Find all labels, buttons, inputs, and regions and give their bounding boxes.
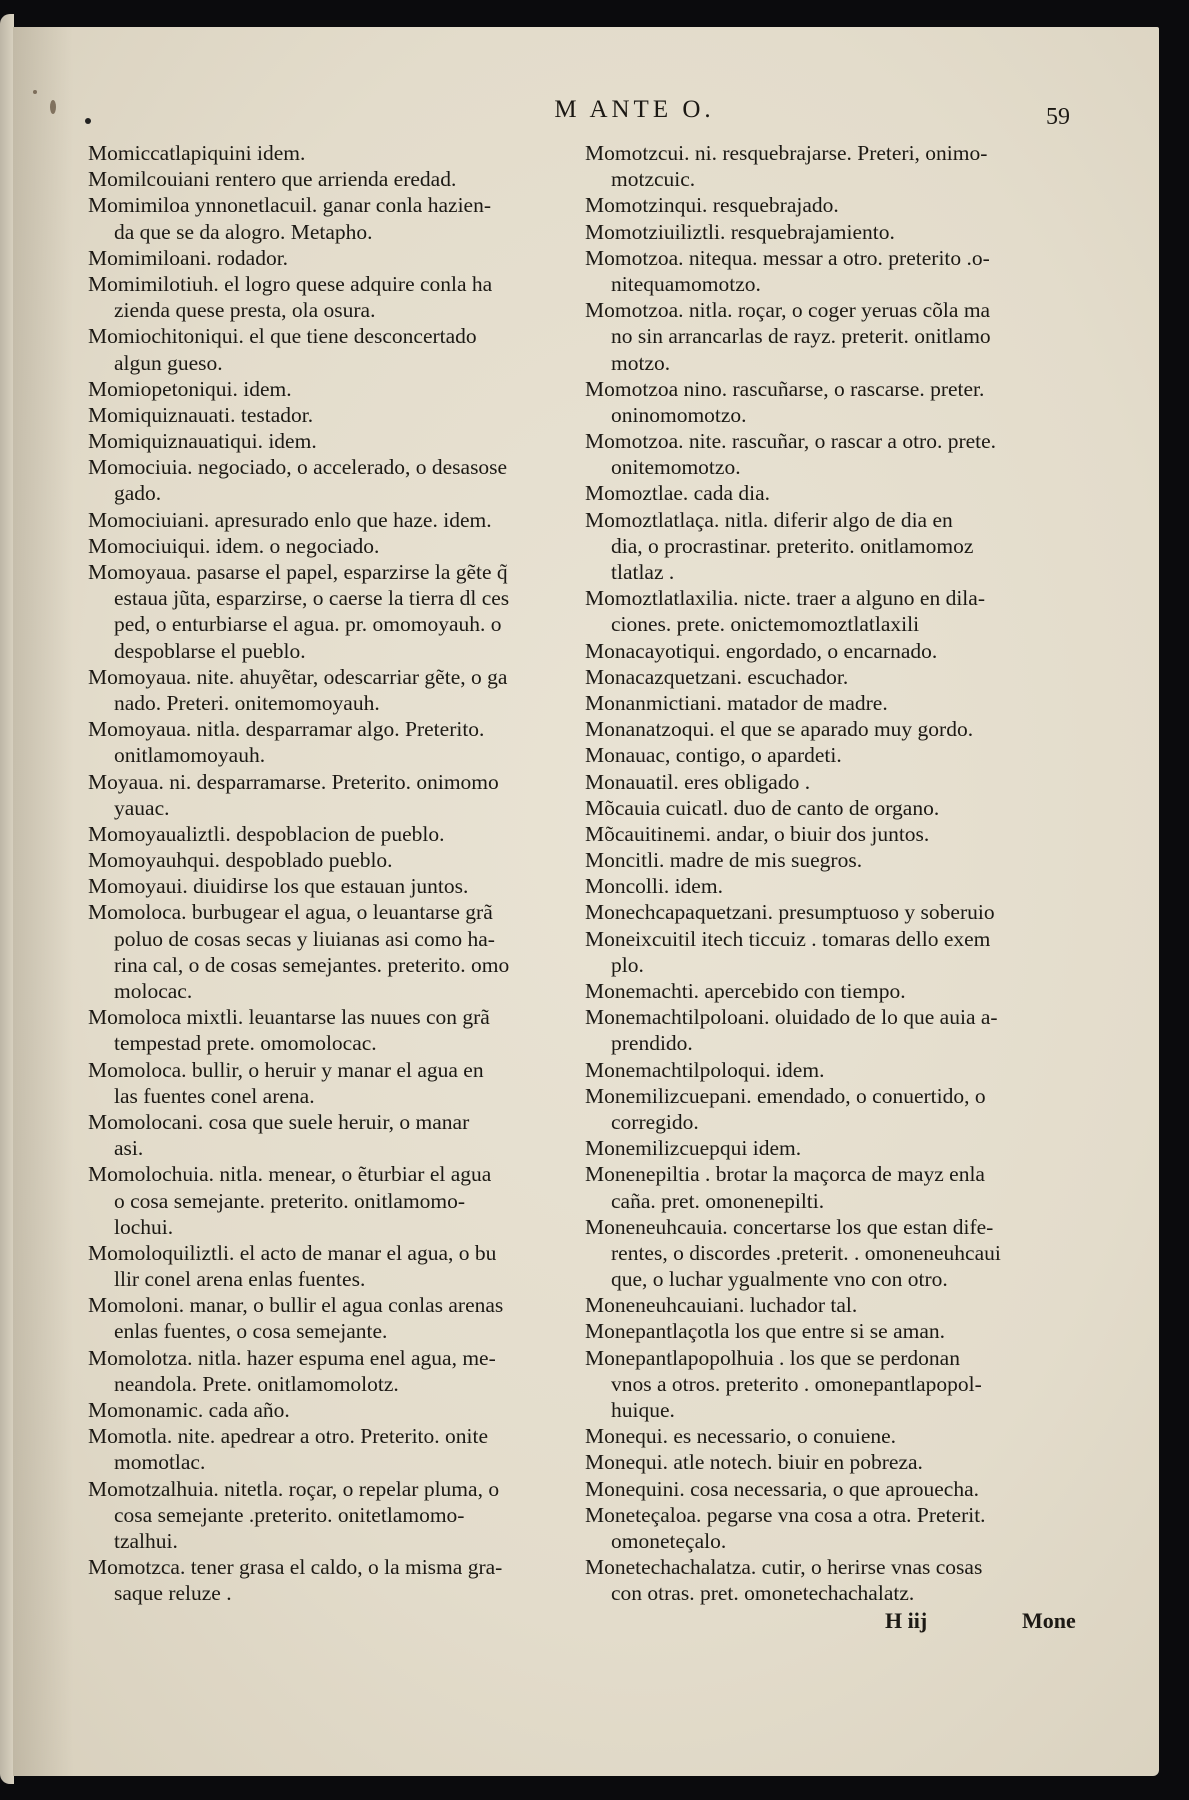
dictionary-entry: [585, 1292, 1070, 1318]
entry-continuation: caña. pret. omonenepilti.: [611, 1188, 825, 1213]
entry-continuation: tzalhui.: [114, 1528, 178, 1553]
entry-continuation: estaua jũta, esparzirse, o caerse la tierra dl ces: [114, 586, 510, 611]
dictionary-entry: [88, 769, 568, 821]
entry-headline: Monequi. es necessario, o conuiene.: [585, 1424, 897, 1449]
dictionary-entry: [585, 1057, 1070, 1083]
left-column: [88, 140, 568, 1607]
dictionary-entry: [585, 297, 1070, 376]
dictionary-entry: [585, 978, 1070, 1004]
dictionary-entry: [585, 1449, 1070, 1475]
entry-continuation: tlatlaz .: [611, 560, 675, 584]
entry-continuation: gado.: [114, 481, 162, 506]
entry-continuation: molocac.: [114, 979, 193, 1003]
dictionary-entry: [88, 1057, 568, 1109]
right-column: [585, 140, 1070, 1607]
entry-headline: Moneneuhcauiani. luchador tal.: [585, 1293, 858, 1318]
dictionary-entry: [88, 1345, 568, 1397]
page-gutter-shadow: [13, 27, 73, 1776]
dictionary-entry: [585, 1554, 1070, 1606]
entry-headline: Momoyaua. pasarse el papel, esparzirse la gẽte q̃: [88, 560, 508, 584]
entry-continuation: las fuentes conel arena.: [114, 1083, 315, 1108]
entry-headline: Momotzca. tener grasa el caldo, o la misma gra-: [88, 1555, 503, 1580]
dictionary-entry: [88, 873, 568, 899]
dictionary-entry: [585, 1083, 1070, 1135]
dictionary-entry: [585, 480, 1070, 506]
dictionary-entry: [88, 140, 568, 166]
entry-headline: Mõcauia cuicatl. duo de canto de organo.: [585, 795, 940, 820]
entry-continuation: rentes, o discordes .preterit. . omoneneuhcaui: [611, 1240, 1001, 1265]
entry-headline: Moncolli. idem.: [585, 874, 723, 899]
entry-continuation: poluo de cosas secas y liuianas asi como ha-: [114, 926, 495, 951]
entry-headline: Monemilizcuepani. emendado, o conuertido, o: [585, 1083, 986, 1108]
entry-headline: Monepantlapopolhuia . los que se perdonan: [585, 1345, 960, 1370]
dictionary-entry: [88, 559, 568, 664]
folio-number: 59: [1046, 104, 1070, 130]
dictionary-entry: [585, 219, 1070, 245]
entry-headline: Monauac, contigo, o apardeti.: [585, 743, 842, 768]
entry-continuation: motzcuic.: [611, 167, 696, 192]
dictionary-entry: [585, 376, 1070, 428]
dictionary-entry: [585, 926, 1070, 978]
entry-continuation: con otras. pret. omonetechachalatz.: [611, 1581, 915, 1606]
dictionary-entry: [88, 323, 568, 375]
dictionary-entry: [585, 585, 1070, 637]
dictionary-entry: [585, 899, 1070, 925]
dictionary-entry: [585, 664, 1070, 690]
facing-page-edge: [0, 14, 14, 1784]
entry-continuation: onitlamomoyauh.: [114, 743, 266, 768]
entry-continuation: nitequamomotzo.: [611, 271, 761, 296]
dictionary-entry: [88, 454, 568, 506]
entry-continuation: no sin arrancarlas de rayz. preterit. onitlamo: [611, 324, 991, 349]
dictionary-entry: [88, 716, 568, 768]
dictionary-entry: [88, 1240, 568, 1292]
entry-headline: Momoyaui. diuidirse los que estauan juntos.: [88, 874, 469, 899]
entry-headline: Momolochuia. nitla. menear, o ẽturbiar el agua: [88, 1162, 492, 1187]
entry-headline: Momotzalhuia. nitetla. roçar, o repelar pluma, o: [88, 1476, 500, 1501]
signature-mark: H iij: [885, 1608, 928, 1633]
dictionary-entry: [88, 1554, 568, 1606]
entry-headline: Moncitli. madre de mis suegros.: [585, 848, 863, 873]
entry-continuation: rina cal, o de cosas semejantes. preterito. omo: [114, 952, 510, 977]
entry-headline: Monanatzoqui. el que se aparado muy gordo.: [585, 717, 974, 742]
entry-headline: Momoztlatlaxilia. nicte. traer a alguno en dila-: [585, 586, 985, 611]
entry-headline: Monechcapaquetzani. presumptuoso y soberuio: [585, 900, 995, 925]
entry-headline: Monemachtilpoloani. oluidado de lo que auia a-: [585, 1005, 998, 1030]
dictionary-entry: [88, 1161, 568, 1240]
dictionary-entry: [585, 769, 1070, 795]
entry-headline: Momimiloani. rodador.: [88, 245, 289, 270]
entry-continuation: neandola. Prete. onitlamomolotz.: [114, 1371, 399, 1396]
entry-continuation: corregido.: [611, 1109, 699, 1134]
entry-headline: Monauatil. eres obligado .: [585, 769, 811, 794]
entry-continuation: vnos a otros. preterito . omonepantlapopol-: [611, 1371, 982, 1396]
entry-continuation: nado. Preteri. onitemomoyauh.: [114, 690, 380, 715]
entry-headline: Momoztlatlaça. nitla. diferir algo de dia en: [585, 507, 953, 532]
entry-headline: Momotzoa nino. rascuñarse, o rascarse. preter.: [585, 376, 985, 401]
dictionary-entry: [585, 428, 1070, 480]
entry-headline: Momotla. nite. apedrear a otro. Preterito. onite: [88, 1424, 489, 1449]
dictionary-entry: [88, 428, 568, 454]
dictionary-entry: [88, 271, 568, 323]
entry-continuation: ped, o enturbiarse el agua. pr. omomoyauh. o: [114, 612, 502, 637]
running-title: M ANTE O.: [554, 96, 715, 123]
entry-continuation: omoneteçalo.: [611, 1528, 727, 1553]
dictionary-entry: [585, 1161, 1070, 1213]
entry-headline: Momociuiqui. idem. o negociado.: [88, 533, 380, 558]
entry-continuation: prendido.: [611, 1031, 693, 1056]
entry-continuation: lochui.: [114, 1214, 174, 1239]
dictionary-entry: [88, 192, 568, 244]
entry-headline: Monemilizcuepqui idem.: [585, 1136, 802, 1161]
entry-headline: Monacayotiqui. engordado, o encarnado.: [585, 638, 938, 663]
entry-headline: Momotzinqui. resquebrajado.: [585, 193, 839, 218]
entry-headline: Monenepiltia . brotar la maçorca de mayz enla: [585, 1162, 985, 1187]
dictionary-entry: [585, 507, 1070, 586]
entry-headline: Momolotza. nitla. hazer espuma enel agua, me-: [88, 1345, 496, 1370]
dictionary-entry: [88, 1292, 568, 1344]
dictionary-entry: [88, 899, 568, 1004]
dictionary-entry: [88, 533, 568, 559]
dictionary-entry: [585, 245, 1070, 297]
entry-headline: Momoloca. burbugear el agua, o leuantarse grã: [88, 900, 493, 925]
dictionary-entry: [88, 1004, 568, 1056]
entry-headline: Momoyauhqui. despoblado pueblo.: [88, 848, 393, 873]
entry-continuation: tempestad prete. omomolocac.: [114, 1031, 377, 1056]
entry-continuation: oninomomotzo.: [611, 402, 747, 427]
dictionary-entry: [88, 1109, 568, 1161]
entry-headline: Momoyaualiztli. despoblacion de pueblo.: [88, 821, 445, 846]
dictionary-entry: [88, 245, 568, 271]
dictionary-entry: [88, 821, 568, 847]
dictionary-entry: [585, 821, 1070, 847]
entry-headline: Momilcouiani rentero que arrienda eredad.: [88, 167, 457, 192]
entry-headline: Momociuia. negociado, o accelerado, o desasose: [88, 455, 508, 480]
entry-headline: Momoloquiliztli. el acto de manar el agua, o bu: [88, 1240, 497, 1265]
entry-continuation: zienda quese presta, ola osura.: [114, 298, 376, 323]
dictionary-entry: [585, 795, 1070, 821]
dictionary-entry: [585, 716, 1070, 742]
entry-continuation: asi.: [114, 1136, 144, 1161]
dictionary-entry: [585, 1423, 1070, 1449]
dictionary-entry: [585, 140, 1070, 192]
entry-continuation: despoblarse el pueblo.: [114, 638, 306, 663]
entry-headline: Moneixcuitil itech ticcuiz . tomaras dello exem: [585, 926, 991, 951]
dictionary-entry: [88, 847, 568, 873]
entry-headline: Momiquiznauatiqui. idem.: [88, 429, 317, 454]
entry-headline: Monemachti. apercebido con tiempo.: [585, 979, 906, 1003]
dictionary-entry: [88, 1476, 568, 1555]
entry-headline: Momolocani. cosa que suele heruir, o manar: [88, 1109, 470, 1134]
entry-headline: Momotzoa. nite. rascuñar, o rascar a otro. prete.: [585, 429, 997, 454]
entry-continuation: onitemomotzo.: [611, 455, 741, 480]
entry-continuation: plo.: [611, 952, 644, 977]
entry-headline: Momotzoa. nitla. roçar, o coger yeruas cõla ma: [585, 298, 991, 323]
entry-headline: Moneteçaloa. pegarse vna cosa a otra. Preterit.: [585, 1502, 986, 1527]
entry-headline: Momiquiznauati. testador.: [88, 402, 314, 427]
entry-headline: Momiopetoniqui. idem.: [88, 376, 292, 401]
dictionary-entry: [585, 1004, 1070, 1056]
dictionary-entry: [585, 742, 1070, 768]
entry-continuation: llir conel arena enlas fuentes.: [114, 1267, 366, 1292]
dictionary-entry: [585, 192, 1070, 218]
entry-continuation: o cosa semejante. preterito. onitlamomo-: [114, 1188, 466, 1213]
dictionary-entry: [585, 1345, 1070, 1424]
entry-headline: Momoloni. manar, o bullir el agua conlas arenas: [88, 1293, 504, 1318]
dictionary-entry: [88, 1423, 568, 1475]
entry-continuation: algun gueso.: [114, 350, 223, 375]
entry-headline: Moneneuhcauia. concertarse los que estan dife-: [585, 1214, 994, 1239]
entry-headline: Momoztlae. cada dia.: [585, 481, 771, 506]
dictionary-entry: [88, 1397, 568, 1423]
entry-continuation: yauac.: [114, 795, 170, 820]
entry-headline: Momotzoa. nitequa. messar a otro. preterito .o-: [585, 245, 990, 270]
entry-headline: Momoyaua. nite. ahuyẽtar, odescarriar gẽte, o ga: [88, 664, 508, 689]
entry-continuation: da que se da alogro. Metapho.: [114, 219, 373, 244]
entry-headline: Monanmictiani. matador de madre.: [585, 690, 888, 715]
entry-headline: Momonamic. cada año.: [88, 1398, 290, 1422]
entry-headline: Momiccatlapiquini idem.: [88, 141, 306, 165]
entry-continuation: enlas fuentes, o cosa semejante.: [114, 1319, 388, 1344]
entry-continuation: que, o luchar ygualmente vno con otro.: [611, 1267, 948, 1292]
entry-headline: Momociuiani. apresurado enlo que haze. idem.: [88, 507, 492, 532]
entry-headline: Momimilotiuh. el logro quese adquire conla ha: [88, 271, 493, 296]
entry-headline: Momoloca mixtli. leuantarse las nuues con grã: [88, 1005, 490, 1030]
dictionary-entry: [88, 402, 568, 428]
dictionary-entry: [88, 507, 568, 533]
entry-headline: Momotzcui. ni. resquebrajarse. Preteri, onimo-: [585, 141, 988, 165]
entry-headline: Momiochitoniqui. el que tiene desconcertado: [88, 324, 477, 349]
dictionary-entry: [88, 166, 568, 192]
dictionary-entry: [585, 1318, 1070, 1344]
dictionary-entry: [88, 376, 568, 402]
ink-stain: [33, 90, 37, 94]
entry-continuation: dia, o procrastinar. preterito. onitlamomoz: [611, 533, 974, 558]
catchword: Mone: [1022, 1608, 1076, 1633]
entry-continuation: cosa semejante .preterito. onitetlamomo-: [114, 1502, 465, 1527]
entry-headline: Monetechachalatza. cutir, o herirse vnas cosas: [585, 1555, 983, 1580]
dictionary-entry: [585, 873, 1070, 899]
entry-continuation: ciones. prete. onictemomoztlatlaxili: [611, 612, 920, 637]
dictionary-entry: [585, 1476, 1070, 1502]
entry-headline: Momotziuiliztli. resquebrajamiento.: [585, 219, 895, 244]
dictionary-entry: [585, 690, 1070, 716]
dictionary-entry: [585, 1502, 1070, 1554]
entry-continuation: motzo.: [611, 350, 671, 375]
entry-continuation: momotlac.: [114, 1450, 206, 1475]
entry-headline: Momoyaua. nitla. desparramar algo. Preterito.: [88, 717, 485, 742]
entry-headline: Monemachtilpoloqui. idem.: [585, 1057, 825, 1082]
entry-continuation: huique.: [611, 1398, 675, 1422]
entry-headline: Momimiloa ynnonetlacuil. ganar conla hazien-: [88, 193, 491, 218]
entry-headline: Monepantlaçotla los que entre si se aman.: [585, 1319, 946, 1344]
entry-headline: Monequini. cosa necessaria, o que aprouecha.: [585, 1476, 980, 1501]
dictionary-entry: [585, 1135, 1070, 1161]
dictionary-entry: [585, 1214, 1070, 1293]
entry-headline: Momoloca. bullir, o heruir y manar el agua en: [88, 1057, 484, 1082]
dictionary-entry: [585, 638, 1070, 664]
entry-continuation: saque reluze .: [114, 1581, 232, 1606]
entry-headline: Monacazquetzani. escuchador.: [585, 664, 849, 689]
dictionary-entry: [585, 847, 1070, 873]
entry-headline: Monequi. atle notech. biuir en pobreza.: [585, 1450, 923, 1475]
entry-headline: Mõcauitinemi. andar, o biuir dos juntos.: [585, 821, 930, 846]
dictionary-entry: [88, 664, 568, 716]
entry-headline: Moyaua. ni. desparramarse. Preterito. onimomo: [88, 769, 499, 794]
